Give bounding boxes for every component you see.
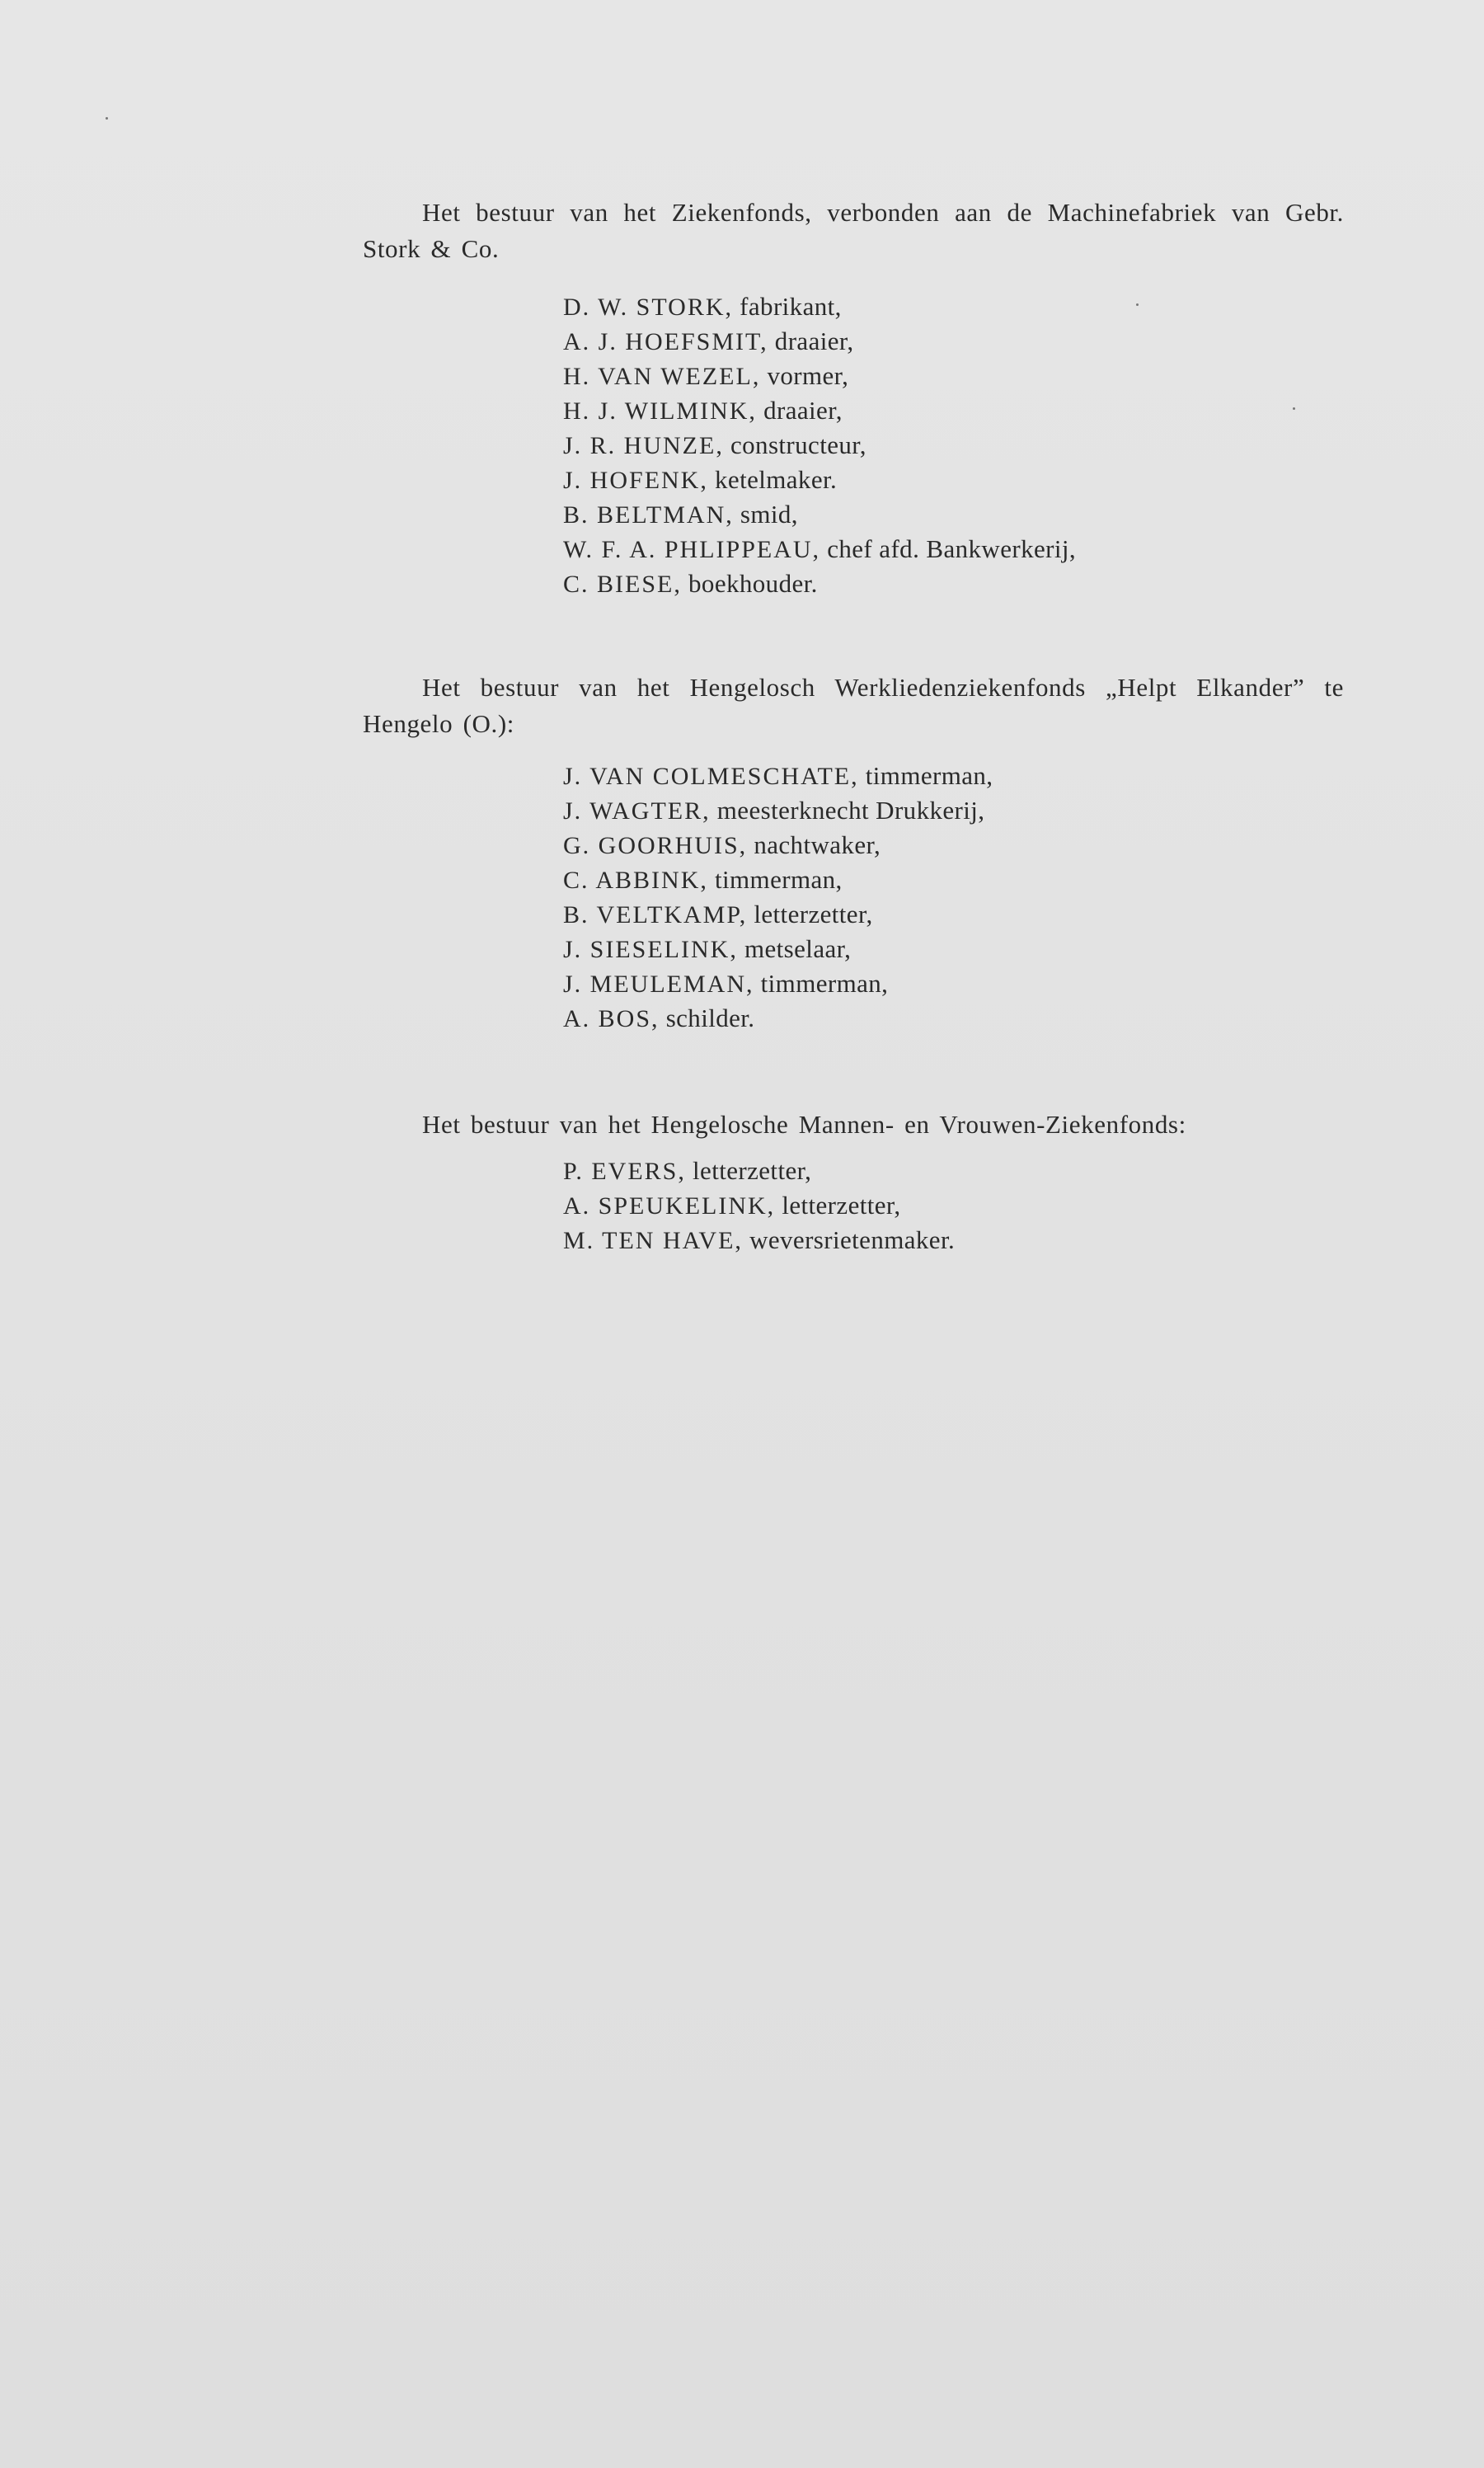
member-item bbox=[563, 1001, 993, 1036]
member-name: J. HOFENK, bbox=[563, 467, 708, 494]
member-name: J. R. HUNZE, bbox=[563, 432, 724, 459]
section-intro: Het bestuur van het Hengelosche Mannen- en Vrouwen-Ziekenfonds: bbox=[422, 1110, 1186, 1139]
member-item bbox=[563, 566, 1076, 601]
member-name: D. W. STORK, bbox=[563, 294, 733, 321]
member-name: J. SIESELINK, bbox=[563, 936, 738, 963]
member-name: G. GOORHUIS, bbox=[563, 832, 748, 859]
member-role: timmerman, bbox=[715, 865, 843, 894]
member-item bbox=[563, 897, 993, 932]
member-list bbox=[563, 759, 993, 1036]
member-role: smid, bbox=[740, 500, 798, 529]
member-item bbox=[563, 463, 1076, 497]
member-name: C. ABBINK, bbox=[563, 867, 708, 894]
member-item bbox=[563, 793, 993, 828]
member-role: timmerman, bbox=[760, 969, 889, 998]
member-item bbox=[563, 1154, 955, 1188]
member-name: B. VELTKAMP, bbox=[563, 901, 748, 928]
print-speck bbox=[1293, 407, 1295, 410]
print-speck bbox=[1136, 303, 1139, 306]
member-name: W. F. A. PHLIPPEAU, bbox=[563, 536, 821, 563]
member-role: boekhouder. bbox=[688, 569, 818, 598]
member-name: P. EVERS, bbox=[563, 1158, 686, 1185]
member-role: meesterknecht Drukkerij, bbox=[716, 796, 985, 825]
member-name: J. WAGTER, bbox=[563, 797, 711, 825]
member-role: fabrikant, bbox=[740, 292, 842, 321]
member-role: letterzetter, bbox=[693, 1156, 812, 1185]
member-role: letterzetter, bbox=[782, 1191, 901, 1220]
member-item bbox=[563, 1188, 955, 1223]
member-role: ketelmaker. bbox=[715, 465, 838, 494]
member-role: weversrietenmaker. bbox=[749, 1225, 956, 1254]
member-item bbox=[563, 289, 1076, 324]
member-item bbox=[563, 532, 1076, 566]
member-item bbox=[563, 863, 993, 897]
member-role: metselaar, bbox=[744, 934, 852, 963]
member-item bbox=[563, 828, 993, 863]
member-name: J. MEULEMAN, bbox=[563, 971, 754, 998]
member-role: timmerman, bbox=[865, 761, 993, 790]
member-name: J. VAN COLMESCHATE, bbox=[563, 763, 859, 790]
member-name: A. BOS, bbox=[563, 1005, 660, 1032]
member-role: letterzetter, bbox=[754, 900, 873, 928]
member-role: schilder. bbox=[665, 1004, 755, 1032]
member-role: constructeur, bbox=[730, 430, 866, 459]
member-item bbox=[563, 497, 1076, 532]
member-name: C. BIESE, bbox=[563, 571, 682, 598]
member-name: H. VAN WEZEL, bbox=[563, 363, 761, 390]
member-name: H. J. WILMINK, bbox=[563, 397, 757, 425]
member-role: nachtwaker, bbox=[754, 830, 881, 859]
section-mannen-vrouwen-ziekenfonds bbox=[363, 1107, 1344, 1254]
member-role: vormer, bbox=[767, 361, 849, 390]
member-item bbox=[563, 1223, 955, 1258]
section-stork-ziekenfonds bbox=[363, 195, 1344, 598]
member-name: A. J. HOEFSMIT, bbox=[563, 328, 768, 355]
member-list bbox=[563, 1154, 955, 1258]
member-name: M. TEN HAVE, bbox=[563, 1227, 743, 1254]
section-intro: Het bestuur van het Ziekenfonds, verbonden aan de Machinefabriek van Gebr. Stork & Co. bbox=[363, 198, 1344, 263]
member-item bbox=[563, 324, 1076, 359]
member-item bbox=[563, 932, 993, 966]
section-helpt-elkander bbox=[363, 670, 1344, 1032]
member-role: draaier, bbox=[763, 396, 843, 425]
member-item bbox=[563, 359, 1076, 393]
member-name: B. BELTMAN, bbox=[563, 501, 734, 529]
print-speck bbox=[106, 117, 108, 120]
member-item bbox=[563, 393, 1076, 428]
section-intro: Het bestuur van het Hengelosch Werkliedenziekenfonds „Helpt Elkander” te Hengelo (O.): bbox=[363, 673, 1344, 738]
member-role: draaier, bbox=[774, 327, 854, 355]
member-item bbox=[563, 759, 993, 793]
member-item bbox=[563, 966, 993, 1001]
member-list bbox=[563, 289, 1076, 601]
member-item bbox=[563, 428, 1076, 463]
member-name: A. SPEUKELINK, bbox=[563, 1192, 776, 1220]
member-role: chef afd. Bankwerkerij, bbox=[827, 534, 1077, 563]
